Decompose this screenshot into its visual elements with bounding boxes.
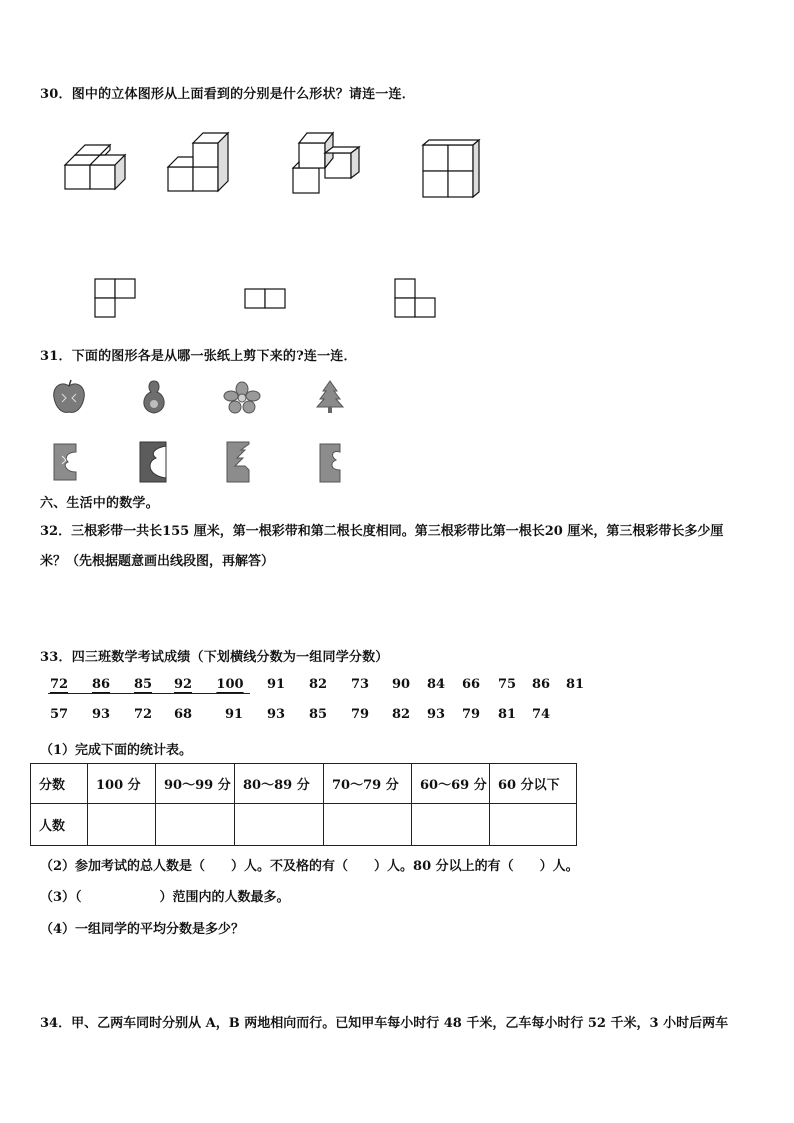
score-cell: 90 — [391, 677, 411, 692]
score-cell: 66 — [461, 677, 481, 692]
score-cell: 57 — [49, 707, 69, 722]
stat-table — [30, 763, 577, 846]
score-cell: 72 — [49, 677, 69, 692]
score-cell: 81 — [497, 707, 517, 722]
table-input-cell[interactable] — [490, 804, 577, 846]
table-header-cell: 70～79 分 — [324, 764, 412, 804]
score-cell: 75 — [497, 677, 517, 692]
q33-title: 33．四三班数学考试成绩（下划横线分数为一组同学分数） — [40, 650, 389, 665]
score-cell: 93 — [266, 707, 286, 722]
table-header-cell: 60～69 分 — [412, 764, 490, 804]
score-cell: 68 — [173, 707, 193, 722]
cube-stack-icon — [165, 130, 235, 195]
flower-icon — [222, 381, 262, 415]
score-cell: 72 — [133, 707, 153, 722]
cube-stack-icon — [60, 140, 130, 195]
score-cell: 91 — [224, 707, 244, 722]
two-squares-view-icon — [244, 288, 288, 310]
paper-tree-cut-icon — [225, 440, 253, 484]
score-cell: 85 — [133, 677, 153, 692]
score-cell: 79 — [461, 707, 481, 722]
table-input-cell[interactable] — [412, 804, 490, 846]
score-cell: 100 — [216, 677, 244, 692]
q31-title: 31．下面的图形各是从哪一张纸上剪下来的?连一连． — [40, 349, 357, 364]
score-cell: 74 — [531, 707, 551, 722]
l-shape-view-icon — [94, 278, 138, 320]
q32-line2: 米？（先根据题意画出线段图，再解答） — [40, 554, 275, 569]
l-shape-view-icon — [394, 278, 438, 320]
table-row — [31, 804, 577, 846]
table-header-cell: 90～99 分 — [156, 764, 235, 804]
q33-sub1: （1）完成下面的统计表。 — [40, 743, 193, 758]
underline-group — [48, 693, 250, 694]
score-cell: 79 — [350, 707, 370, 722]
q33-sub4: （4）一组同学的平均分数是多少？ — [40, 922, 245, 937]
table-row-label: 人数 — [31, 804, 88, 846]
table-header-cell: 分数 — [31, 764, 88, 804]
score-cell: 85 — [308, 707, 328, 722]
table-input-cell[interactable] — [324, 804, 412, 846]
cube-stack-icon — [290, 125, 365, 197]
gourd-icon — [137, 378, 171, 416]
paper-flower-cut-icon — [318, 442, 346, 484]
score-cell: 86 — [91, 677, 111, 692]
score-cell: 84 — [426, 677, 446, 692]
apple-icon — [50, 378, 88, 416]
table-input-cell[interactable] — [156, 804, 235, 846]
table-input-cell[interactable] — [88, 804, 156, 846]
q32-line1: 32．三根彩带一共长155 厘米，第一根彩带和第二根长度相同。第三根彩带比第一根长20 厘米，第三根彩带长多少厘 — [40, 524, 724, 539]
score-cell: 82 — [391, 707, 411, 722]
score-cell: 91 — [266, 677, 286, 692]
paper-apple-cut-icon — [52, 442, 80, 482]
q34-line1: 34．甲、乙两车同时分别从 A，B 两地相向而行。已知甲车每小时行 48 千米，乙车每小时行 52 千米，3 小时后两车 — [40, 1016, 729, 1031]
q33-sub2: （2）参加考试的总人数是（ ）人。不及格的有（ ）人。80 分以上的有（ ）人。 — [40, 859, 579, 874]
tree-icon — [315, 379, 345, 415]
table-header-cell: 80～89 分 — [235, 764, 324, 804]
q30-title: 30．图中的立体图形从上面看到的分别是什么形状？请连一连． — [40, 87, 415, 102]
score-cell: 86 — [531, 677, 551, 692]
table-header-cell: 60 分以下 — [490, 764, 577, 804]
score-cell: 73 — [350, 677, 370, 692]
q33-sub3: （3）（ ）范围内的人数最多。 — [40, 890, 290, 905]
table-input-cell[interactable] — [235, 804, 324, 846]
section6-title: 六、生活中的数学。 — [40, 496, 159, 511]
table-header-cell: 100 分 — [88, 764, 156, 804]
score-cell: 93 — [426, 707, 446, 722]
score-cell: 92 — [173, 677, 193, 692]
score-cell: 82 — [308, 677, 328, 692]
paper-gourd-cut-icon — [138, 440, 170, 484]
table-header-row — [31, 764, 577, 804]
score-cell: 93 — [91, 707, 111, 722]
score-cell: 81 — [565, 677, 585, 692]
cube-stack-icon — [420, 137, 485, 199]
